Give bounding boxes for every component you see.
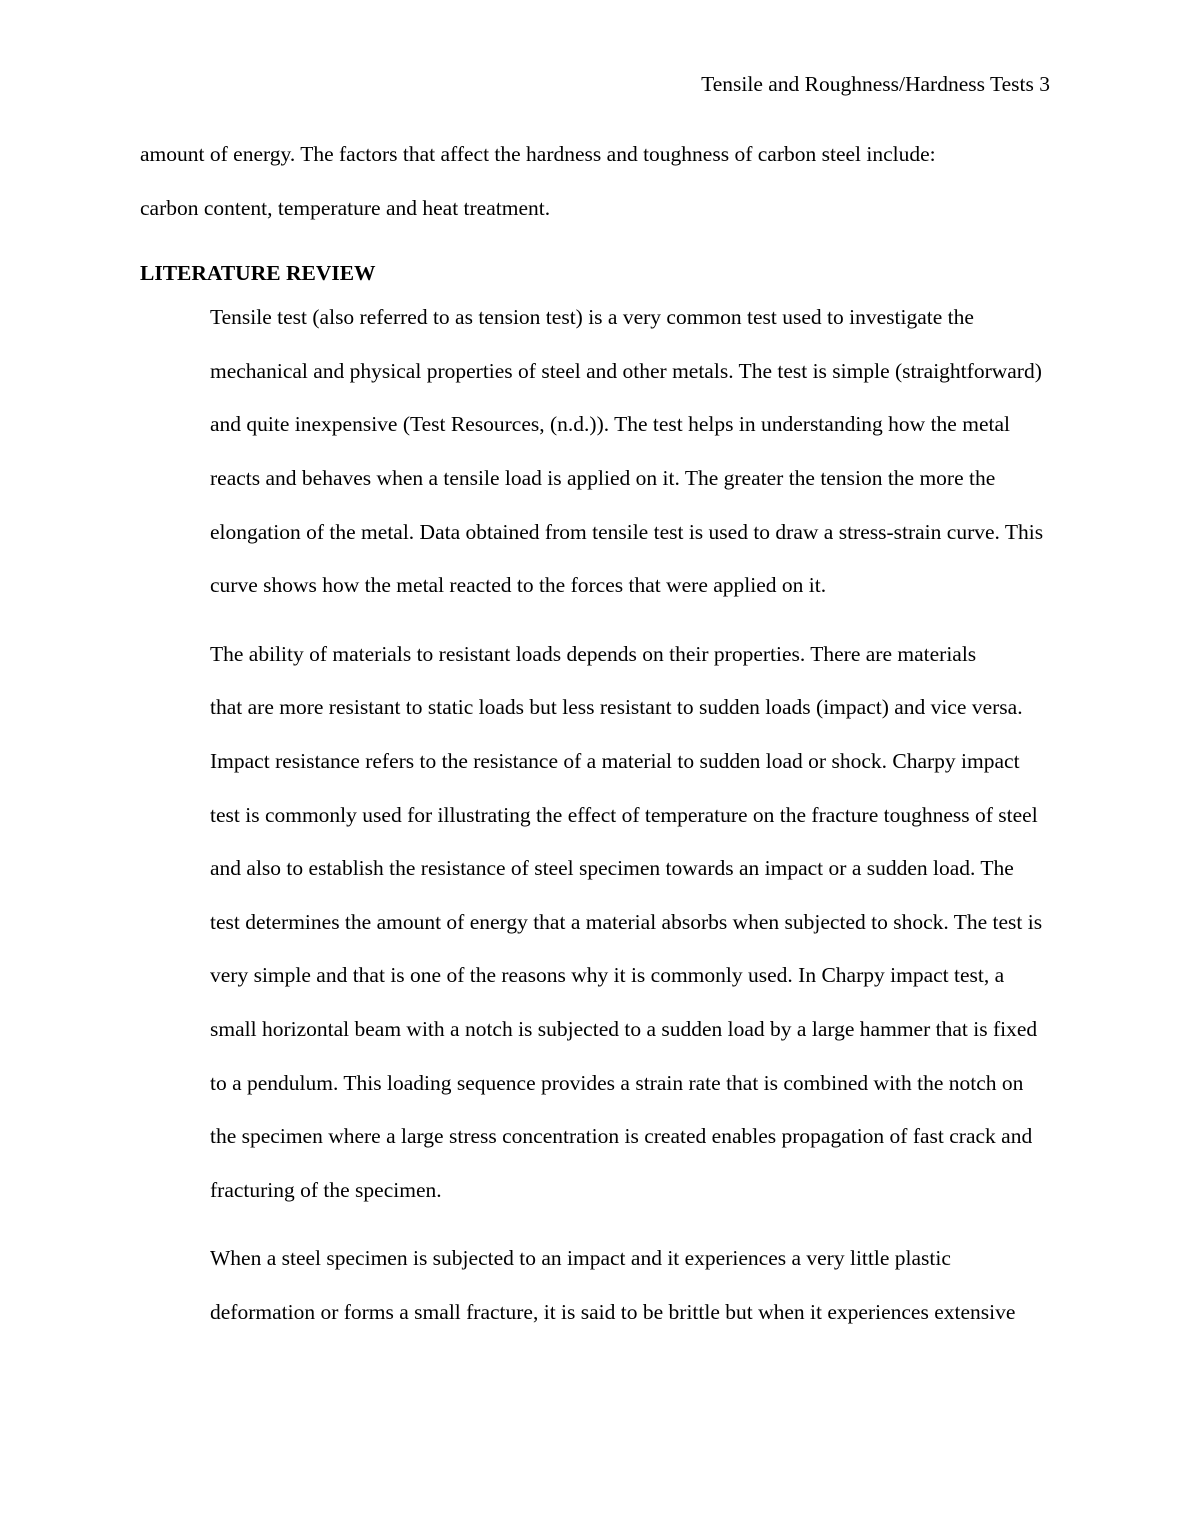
text-line: that are more resistant to static loads but less resistant to sudden loads (impact) and vice versa. [210, 695, 1023, 720]
text-line: mechanical and physical properties of steel and other metals. The test is simple (straightforward) [210, 358, 1042, 383]
text-line: test is commonly used for illustrating the effect of temperature on the fracture toughness of steel [210, 802, 1038, 827]
text-line: When a steel specimen is subjected to an impact and it experiences a very little plastic [210, 1246, 951, 1271]
paragraph-continued [140, 128, 1050, 235]
text-line: the specimen where a large stress concentration is created enables propagation of fast crack and [210, 1124, 1033, 1149]
paragraph-brittle-ductile [140, 1232, 1050, 1339]
text-line: reacts and behaves when a tensile load is applied on it. The greater the tension the more the [210, 465, 996, 490]
running-head: Tensile and Roughness/Hardness Tests 3 [701, 72, 1050, 96]
text-line: test determines the amount of energy that a material absorbs when subjected to shock. The test is [210, 909, 1043, 934]
section-heading: LITERATURE REVIEW [140, 261, 376, 286]
text-line: deformation or forms a small fracture, it is said to be brittle but when it experiences extensive [210, 1299, 1016, 1324]
text-line: and quite inexpensive (Test Resources, (n.d.)). The test helps in understanding how the metal [210, 412, 1010, 437]
text-line: very simple and that is one of the reasons why it is commonly used. In Charpy impact test, a [210, 963, 1005, 988]
text-line: small horizontal beam with a notch is subjected to a sudden load by a large hammer that is fixed [210, 1016, 1038, 1041]
text-line: to a pendulum. This loading sequence provides a strain rate that is combined with the notch on [210, 1070, 1024, 1095]
text-line: amount of energy. The factors that affect the hardness and toughness of carbon steel include: [140, 142, 936, 166]
text-line: and also to establish the resistance of steel specimen towards an impact or a sudden load. The [210, 856, 1014, 881]
paragraph-tensile-test [140, 291, 1050, 613]
text-line: carbon content, temperature and heat treatment. [140, 195, 551, 220]
paragraph-impact-resistance [140, 628, 1050, 1218]
text-line: Impact resistance refers to the resistance of a material to sudden load or shock. Charpy impact [210, 748, 1020, 773]
document-body [140, 128, 1050, 1339]
text-line: elongation of the metal. Data obtained from tensile test is used to draw a stress-strain curve. This [210, 519, 1044, 544]
text-line: fracturing of the specimen. [210, 1177, 442, 1202]
text-line: Tensile test (also referred to as tension test) is a very common test used to investigate the [210, 305, 974, 330]
text-line: The ability of materials to resistant loads depends on their properties. There are materials [210, 641, 977, 666]
text-line: curve shows how the metal reacted to the forces that were applied on it. [210, 573, 827, 598]
